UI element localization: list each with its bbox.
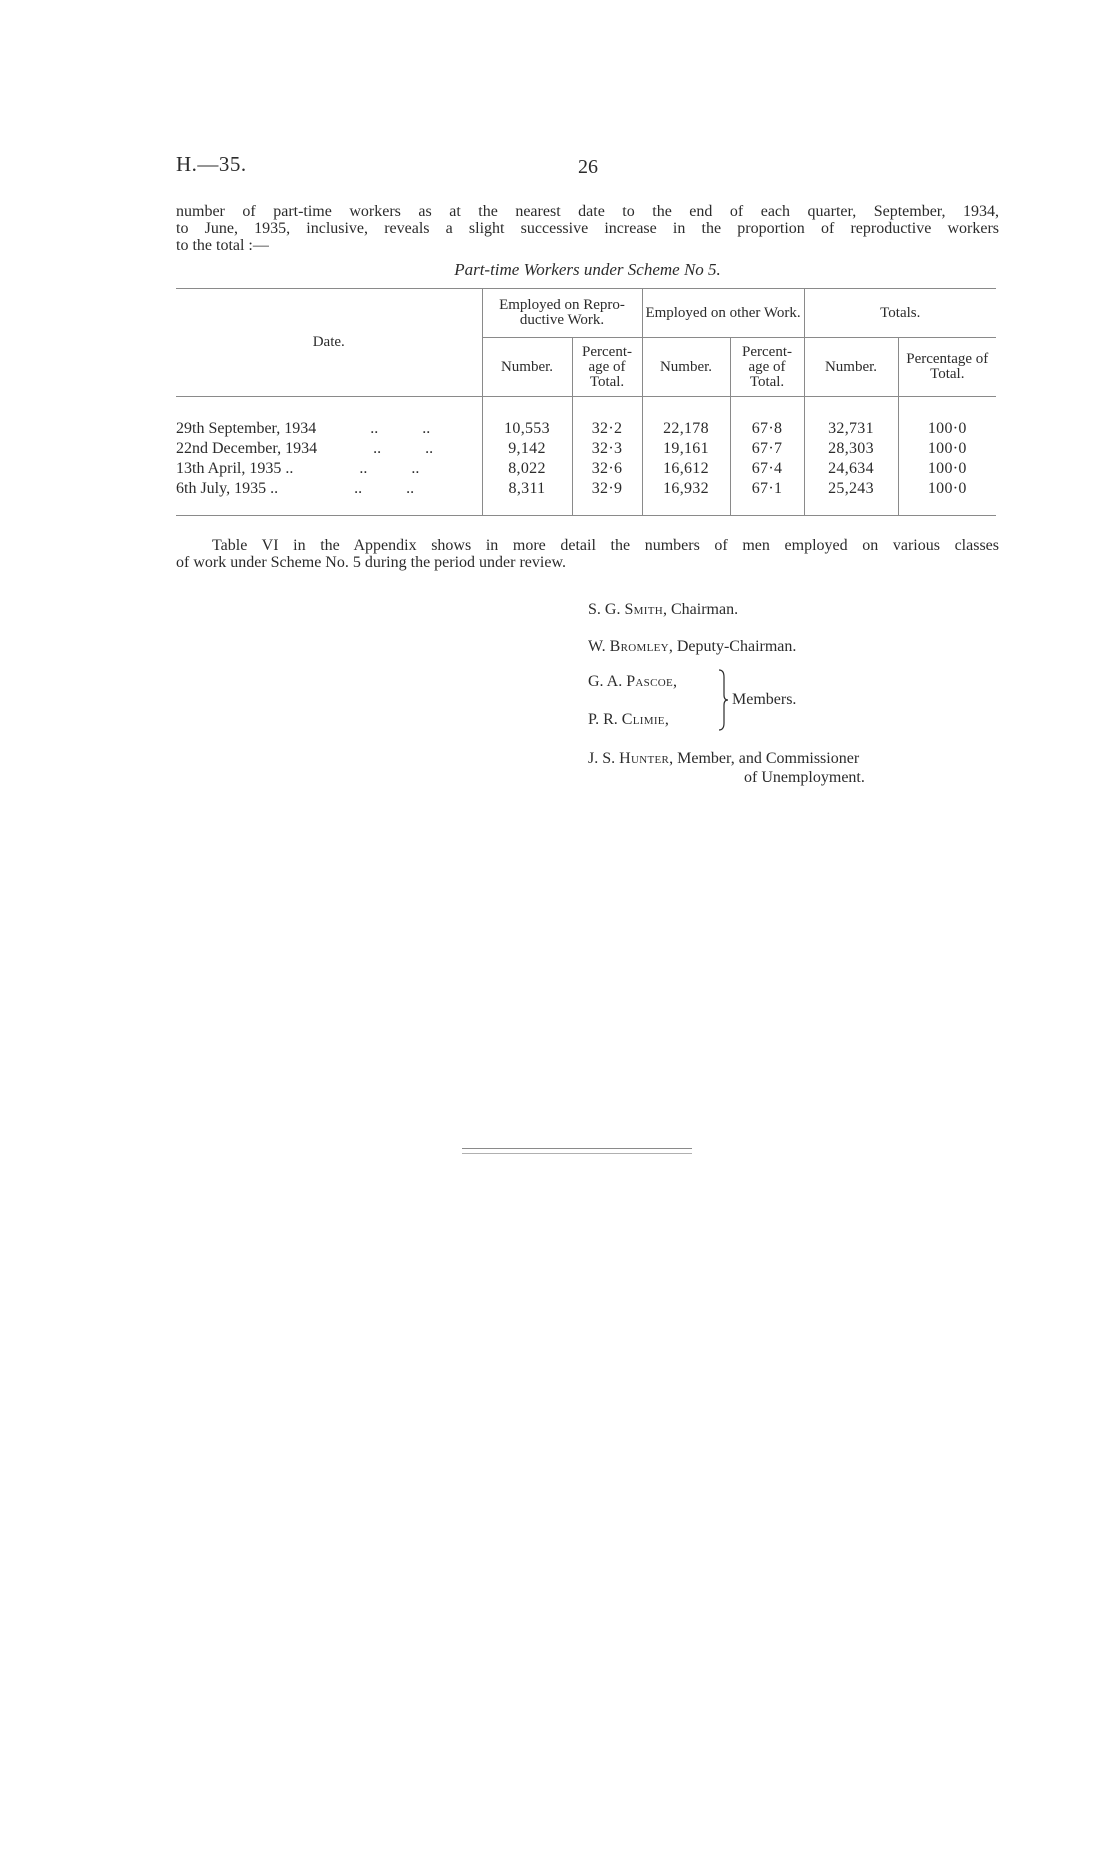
signature-pascoe <box>588 673 677 691</box>
intro-line: to June, 1935, inclusive, reveals a slight successive increase in the proportion of reproductive workers <box>176 220 999 237</box>
signature-initials: J. S. <box>588 750 616 767</box>
row-date-cell <box>176 397 482 440</box>
signature-hunter-role-continued: of Unemployment. <box>744 769 865 786</box>
members-brace <box>718 669 728 731</box>
signature-comma: , <box>673 673 677 690</box>
table-row <box>176 479 996 516</box>
signature-role: , Member, and Commissioner <box>669 750 860 767</box>
signature-initials: G. A. <box>588 673 623 690</box>
table-row <box>176 397 996 440</box>
row-date: 6th July, 1935 .. <box>176 480 279 497</box>
other-number: 19,161 <box>642 439 730 459</box>
intro-line: to the total :— <box>176 237 269 254</box>
table-row <box>176 439 996 459</box>
row-date: 22nd December, 1934 <box>176 440 318 457</box>
other-percentage: 67·4 <box>730 459 804 479</box>
signature-comma: , <box>664 711 669 728</box>
signature-surname: Bromley <box>609 638 669 655</box>
signature-smith <box>588 601 738 619</box>
header-total-number: Number. <box>804 338 898 397</box>
total-number: 32,731 <box>804 397 898 440</box>
row-date: 13th April, 1935 .. <box>176 460 294 477</box>
header-other-number: Number. <box>642 338 730 397</box>
appendix-line: of work under Scheme No. 5 during the period under review. <box>176 554 566 571</box>
total-number: 28,303 <box>804 439 898 459</box>
signature-surname: Smith <box>624 601 663 618</box>
header-repro-number: Number. <box>482 338 572 397</box>
header-date: Date. <box>176 289 482 397</box>
header-other-percentage: Percent-age of Total. <box>730 338 804 397</box>
repro-number: 8,022 <box>482 459 572 479</box>
row-date-cell <box>176 479 482 516</box>
repro-percentage: 32·9 <box>572 479 642 516</box>
signature-surname: Pascoe <box>626 673 673 690</box>
signature-initials: S. G. <box>588 601 621 618</box>
part-time-workers-table <box>176 288 996 516</box>
page-number: 26 <box>578 156 598 178</box>
total-percentage: 100·0 <box>898 459 996 479</box>
other-number: 16,932 <box>642 479 730 516</box>
intro-paragraph <box>176 203 999 254</box>
members-label: Members. <box>732 691 797 708</box>
row-date-cell <box>176 459 482 479</box>
other-number: 22,178 <box>642 397 730 440</box>
leader-dots: .. <box>354 480 363 497</box>
row-date: 29th September, 1934 <box>176 420 317 437</box>
signature-role: , Deputy-Chairman. <box>668 638 797 655</box>
leader-dots: .. <box>425 440 434 457</box>
row-date-cell <box>176 439 482 459</box>
total-number: 24,634 <box>804 459 898 479</box>
repro-percentage: 32·3 <box>572 439 642 459</box>
total-percentage: 100·0 <box>898 479 996 516</box>
signature-initials: W. <box>588 638 606 655</box>
total-percentage: 100·0 <box>898 439 996 459</box>
appendix-paragraph <box>176 537 999 571</box>
repro-percentage: 32·2 <box>572 397 642 440</box>
signature-surname: Climie <box>621 711 665 728</box>
header-group-other: Employed on other Work. <box>642 289 804 338</box>
leader-dots: .. <box>411 460 420 477</box>
leader-dots: .. <box>370 420 379 437</box>
signature-surname: Hunter <box>619 750 670 767</box>
table-row <box>176 459 996 479</box>
appendix-line: Table VI in the Appendix shows in more detail the numbers of men employed on various classes <box>212 537 999 554</box>
signature-initials: P. R. <box>588 711 618 728</box>
signature-hunter <box>588 750 859 768</box>
document-reference: H.—35. <box>176 152 247 176</box>
other-percentage: 67·7 <box>730 439 804 459</box>
other-number: 16,612 <box>642 459 730 479</box>
other-percentage: 67·8 <box>730 397 804 440</box>
other-percentage: 67·1 <box>730 479 804 516</box>
repro-percentage: 32·6 <box>572 459 642 479</box>
leader-dots: .. <box>406 480 415 497</box>
header-repro-percentage: Percent-age of Total. <box>572 338 642 397</box>
repro-number: 9,142 <box>482 439 572 459</box>
closing-rule <box>462 1148 692 1154</box>
header-total-percentage: Percentage of Total. <box>898 338 996 397</box>
leader-dots: .. <box>373 440 382 457</box>
total-percentage: 100·0 <box>898 397 996 440</box>
leader-dots: .. <box>359 460 368 477</box>
intro-line: number of part-time workers as at the nearest date to the end of each quarter, September, 1934, <box>176 203 999 220</box>
signature-role: , Chairman. <box>662 601 739 618</box>
signature-climie <box>588 711 669 729</box>
leader-dots: .. <box>422 420 431 437</box>
total-number: 25,243 <box>804 479 898 516</box>
signature-bromley <box>588 638 796 656</box>
header-group-reproductive: Employed on Repro-ductive Work. <box>482 289 642 338</box>
repro-number: 10,553 <box>482 397 572 440</box>
repro-number: 8,311 <box>482 479 572 516</box>
header-group-totals: Totals. <box>804 289 996 338</box>
table-caption: Part-time Workers under Scheme No 5. <box>454 260 721 279</box>
